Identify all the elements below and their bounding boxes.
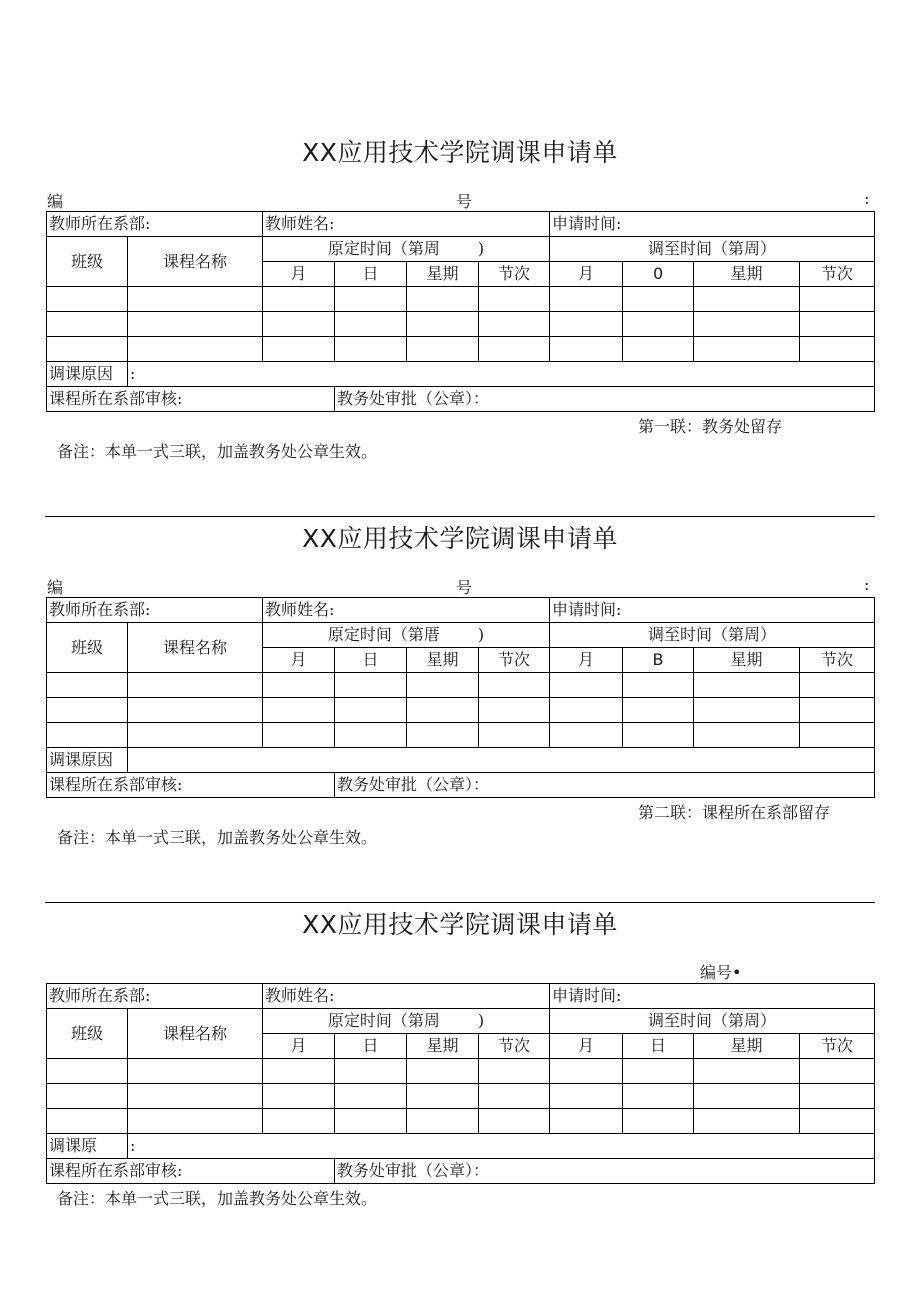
form2-number-label-mid: 号 — [456, 578, 473, 597]
form1-title: XX应用技术学院调课申请单 — [302, 138, 618, 167]
form2-dept-cell[interactable] — [47, 598, 263, 623]
form1-dept-review-label: 课程所在系部审核: — [49, 389, 183, 408]
form3-dept-review-field[interactable] — [47, 1159, 335, 1184]
form1-table — [46, 211, 875, 412]
form2-new-month-col: 月 — [550, 648, 623, 673]
form3-teacher-label: 教师姓名: — [265, 986, 335, 1005]
form1-orig-day-col: 日 — [335, 262, 407, 287]
form2-course-header: 课程名称 — [128, 623, 263, 673]
form3-class-header: 班级 — [47, 1009, 128, 1059]
form3-course-header: 课程名称 — [128, 1009, 263, 1059]
form3-new-time-header: 调至时间（第周） — [550, 1009, 875, 1034]
form3-new-day-col: 日 — [623, 1034, 694, 1059]
form2-orig-time-header — [263, 623, 550, 648]
form1-number-label-right: : — [864, 189, 870, 208]
form1-reason-label: 调课原因 — [47, 362, 128, 387]
form2-remark: 备注：本单一式三联，加盖教务处公章生效。 — [57, 828, 378, 847]
form1-orig-weekday-col: 星期 — [407, 262, 479, 287]
form1-apply-time-label: 申请时间: — [552, 214, 622, 233]
form1-course-header: 课程名称 — [128, 237, 263, 287]
form3-orig-period-col: 节次 — [479, 1034, 550, 1059]
form1-teacher-cell[interactable] — [263, 212, 550, 237]
form3-dept-cell[interactable] — [47, 984, 263, 1009]
form2-new-day-col: B — [623, 648, 694, 673]
form1-dept-cell[interactable] — [47, 212, 263, 237]
form2-copy-note: 第二联：课程所在系部留存 — [638, 803, 831, 822]
table-row — [47, 698, 875, 723]
form3-dept-label: 教师所在系部: — [49, 986, 151, 1005]
form1-orig-time-header — [263, 237, 550, 262]
form3-orig-day-col: 日 — [335, 1034, 407, 1059]
form3-title: XX应用技术学院调课申请单 — [302, 910, 618, 939]
form3-orig-time-close: ) — [477, 1011, 485, 1030]
form1-teacher-label: 教师姓名: — [265, 214, 335, 233]
form2-teacher-cell[interactable] — [263, 598, 550, 623]
form3-orig-time-header — [263, 1009, 550, 1034]
form1-apply-time-cell[interactable] — [550, 212, 875, 237]
form2-orig-weekday-col: 星期 — [407, 648, 479, 673]
form2-title: XX应用技术学院调课申请单 — [302, 524, 618, 553]
form1-orig-time-close: ) — [477, 239, 485, 258]
form3-table — [46, 983, 875, 1184]
form2-new-period-col: 节次 — [800, 648, 875, 673]
form2-orig-month-col: 月 — [263, 648, 335, 673]
form2-orig-period-col: 节次 — [479, 648, 550, 673]
form3-teacher-cell[interactable] — [263, 984, 550, 1009]
table-row — [47, 1109, 875, 1134]
table-row — [47, 312, 875, 337]
form1-orig-month-col: 月 — [263, 262, 335, 287]
form2-number-label-left: 编 — [47, 578, 64, 597]
form1-office-approval-label: 教务处审批（公章）： — [337, 389, 490, 408]
form1-class-header: 班级 — [47, 237, 128, 287]
form1-copy-note: 第一联：教务处留存 — [638, 417, 783, 436]
form1-office-approval-field[interactable] — [335, 387, 875, 412]
form3-new-month-col: 月 — [550, 1034, 623, 1059]
form1-orig-time-label: 原定时间（第周 — [327, 239, 440, 258]
form1-remark: 备注：本单一式三联，加盖教务处公章生效。 — [57, 442, 378, 461]
form3-new-period-col: 节次 — [800, 1034, 875, 1059]
form2-dept-review-field[interactable] — [47, 773, 335, 798]
table-row — [47, 1084, 875, 1109]
form3-apply-time-cell[interactable] — [550, 984, 875, 1009]
form2-orig-time-label: 原定时间（第厝 — [327, 625, 440, 644]
form2-new-weekday-col: 星期 — [694, 648, 800, 673]
form3-office-approval-label: 教务处审批（公章）： — [337, 1161, 490, 1180]
form2-cut-line — [45, 902, 875, 903]
form3-remark: 备注：本单一式三联，加盖教务处公章生效。 — [57, 1189, 378, 1208]
form3-reason-field[interactable]: : — [128, 1134, 875, 1159]
form2-apply-time-cell[interactable] — [550, 598, 875, 623]
form2-dept-review-label: 课程所在系部审核: — [49, 775, 183, 794]
form1-new-weekday-col: 星期 — [694, 262, 800, 287]
table-row — [47, 1059, 875, 1084]
form2-table — [46, 597, 875, 798]
table-row — [47, 287, 875, 312]
form2-reason-label: 调课原因 — [47, 748, 128, 773]
form2-new-time-header: 调至时间（第周） — [550, 623, 875, 648]
form1-new-day-col: 0 — [623, 262, 694, 287]
form1-number-label-left: 编 — [47, 192, 64, 211]
form1-reason-field[interactable]: : — [128, 362, 875, 387]
table-row — [47, 673, 875, 698]
form2-office-approval-label: 教务处审批（公章）： — [337, 775, 490, 794]
form3-orig-time-label: 原定时间（第周 — [327, 1011, 440, 1030]
form3-apply-time-label: 申请时间: — [552, 986, 622, 1005]
form1-new-time-header: 调至时间（第周） — [550, 237, 875, 262]
form1-dept-review-field[interactable] — [47, 387, 335, 412]
form3-reason-label: 调课原 — [47, 1134, 128, 1159]
form1-dept-label: 教师所在系部: — [49, 214, 151, 233]
form1-number-label-mid: 号 — [456, 192, 473, 211]
form1-new-month-col: 月 — [550, 262, 623, 287]
form3-orig-weekday-col: 星期 — [407, 1034, 479, 1059]
form3-new-weekday-col: 星期 — [694, 1034, 800, 1059]
form2-orig-time-close: ) — [477, 625, 485, 644]
form2-orig-day-col: 日 — [335, 648, 407, 673]
form3-number-label: 编号• — [700, 963, 742, 982]
form2-reason-field[interactable] — [128, 748, 875, 773]
form2-number-label-right: : — [864, 575, 870, 594]
form2-apply-time-label: 申请时间: — [552, 600, 622, 619]
form3-dept-review-label: 课程所在系部审核: — [49, 1161, 183, 1180]
form1-new-period-col: 节次 — [800, 262, 875, 287]
form2-dept-label: 教师所在系部: — [49, 600, 151, 619]
form1-cut-line — [45, 516, 875, 517]
table-row — [47, 723, 875, 748]
form3-orig-month-col: 月 — [263, 1034, 335, 1059]
table-row — [47, 337, 875, 362]
form2-teacher-label: 教师姓名: — [265, 600, 335, 619]
form2-class-header: 班级 — [47, 623, 128, 673]
form1-orig-period-col: 节次 — [479, 262, 550, 287]
form2-office-approval-field[interactable] — [335, 773, 875, 798]
form3-office-approval-field[interactable] — [335, 1159, 875, 1184]
